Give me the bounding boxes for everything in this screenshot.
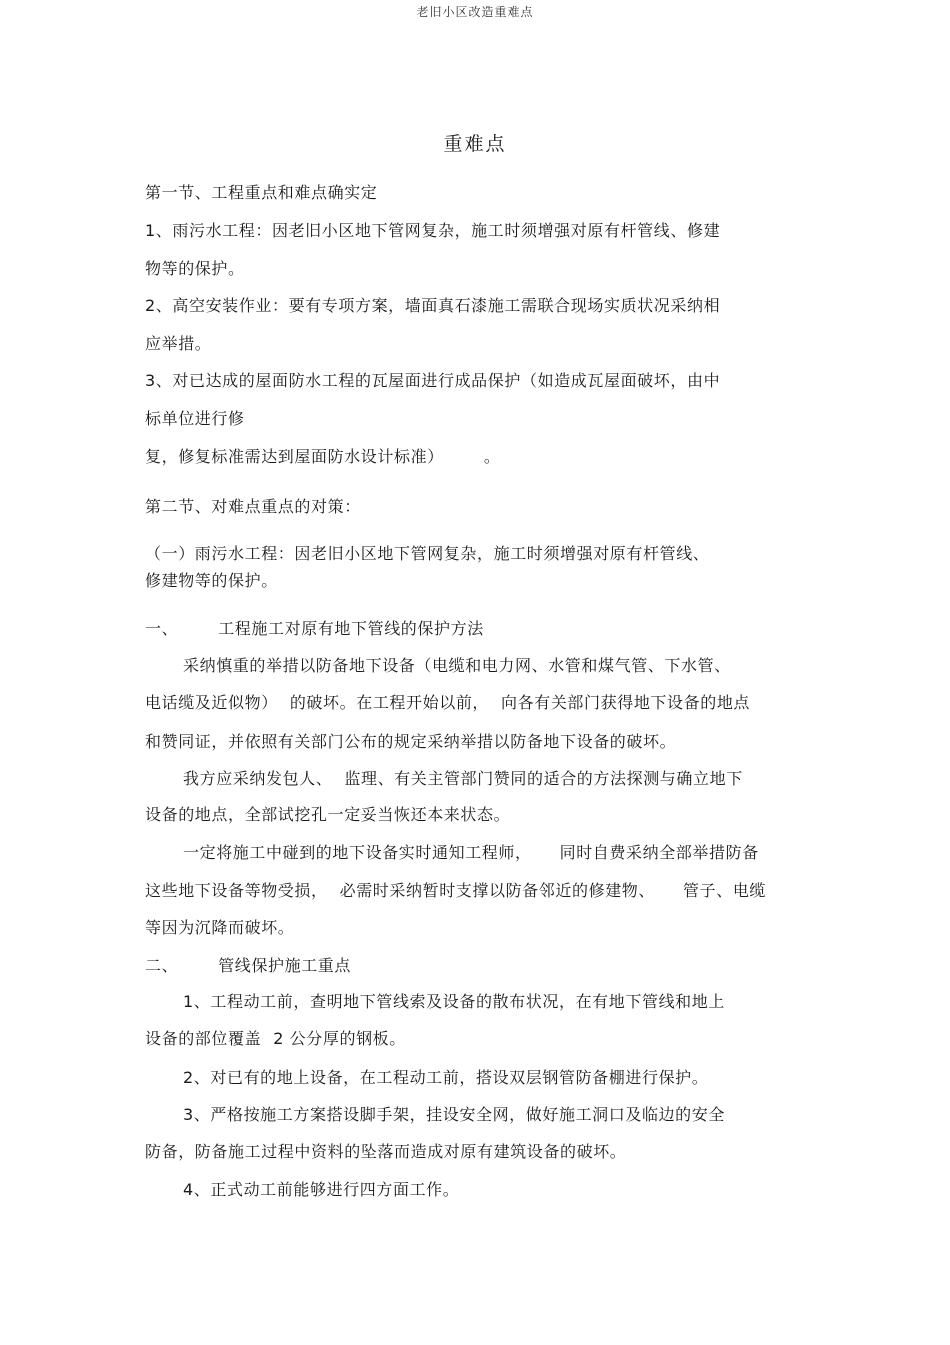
point3-line1: 3、严格按施工方案搭设脚手架，挂设安全网，做好施工洞口及临边的安全 (183, 1105, 725, 1124)
para1-line2-b: 的破坏。在工程开始以前， (289, 693, 490, 712)
para2-line1-b: 监理、有关主管部门赞同的适合的方法探测与确立地下 (344, 769, 743, 788)
para3-line2-a: 这些地下设备等物受损， (145, 881, 328, 900)
section1-item2-line1: 2、高空安装作业：要有专项方案，墙面真石漆施工需联合现场实质状况采纳相 (145, 296, 721, 315)
para3-line2-c: 管子、电缆 (683, 881, 767, 900)
point1-line1: 1、工程动工前，查明地下管线索及设备的散布状况，在有地下管线和地上 (183, 992, 725, 1011)
section1-item2-line2: 应举措。 (145, 334, 212, 353)
point2-line1: 2、对已有的地上设备，在工程动工前，搭设双层钢管防备棚进行保护。 (183, 1068, 709, 1087)
part1-title: 工程施工对原有地下管线的保护方法 (218, 619, 484, 638)
part2-title: 管线保护施工重点 (218, 956, 352, 975)
part1-heading (145, 618, 484, 640)
para3-line2 (145, 880, 766, 902)
section1-item1-line2: 物等的保护。 (145, 259, 245, 278)
para3-line1-a: 一定将施工中碰到的地下设备实时通知工程师， (183, 843, 532, 862)
section1-item3-line3-text: 复，修复标准需达到屋面防水设计标准） (145, 447, 444, 466)
section1-item3-line3 (145, 446, 500, 468)
document-title: 重难点 (443, 133, 507, 155)
part1-number: 一、 (145, 619, 179, 638)
point1-line2-a: 设备的部位覆盖 (145, 1029, 262, 1048)
para3-line1 (183, 842, 759, 864)
para2-line1 (183, 768, 743, 790)
point4-line1: 4、正式动工前能够进行四方面工作。 (183, 1180, 460, 1199)
para2-line1-a: 我方应采纳发包人、 (183, 769, 333, 788)
section2-sub1-line1: （一）雨污水工程：因老旧小区地下管网复杂，施工时须增强对原有杆管线、 (145, 544, 710, 563)
para2-line2: 设备的地点，全部试挖孔一定妥当恢还本来状态。 (145, 805, 511, 824)
part2-heading (145, 955, 351, 977)
para1-line1: 采纳慎重的举措以防备地下设备（电缆和电力网、水管和煤气管、下水管、 (183, 656, 731, 675)
point3-line2: 防备，防备施工过程中资料的坠落而造成对原有建筑设备的破坏。 (145, 1142, 627, 1161)
para3-line1-b: 同时自费采纳全部举措防备 (559, 843, 759, 862)
section2-sub1-line2: 修建物等的保护。 (145, 571, 278, 590)
para1-line2-a: 电话缆及近似物） (145, 693, 278, 712)
section1-item3-line3-period: 。 (483, 447, 501, 466)
para1-line2 (145, 692, 750, 714)
section1-item1-line1: 1、雨污水工程：因老旧小区地下管网复杂，施工时须增强对原有杆管线、修建 (145, 221, 721, 240)
para3-line3: 等因为沉降而破坏。 (145, 918, 295, 937)
section1-heading: 第一节、工程重点和难点确实定 (145, 183, 378, 202)
section2-heading: 第二节、对难点重点的对策： (145, 497, 361, 516)
point1-line2 (145, 1028, 406, 1050)
section1-item3-line2: 标单位进行修 (145, 409, 245, 428)
section1-item3-line1: 3、对已达成的屋面防水工程的瓦屋面进行成品保护（如造成瓦屋面破坏，由中 (145, 371, 721, 390)
running-header: 老旧小区改造重难点 (416, 5, 534, 19)
para3-line2-b: 必需时采纳暂时支撑以防备邻近的修建物、 (339, 881, 656, 900)
para1-line3: 和赞同证，并依照有关部门公布的规定采纳举措以防备地下设备的破坏。 (145, 732, 677, 751)
para1-line2-c: 向各有关部门获得地下设备的地点 (501, 693, 751, 712)
part2-number: 二、 (145, 956, 179, 975)
point1-line2-b: 2 公分厚的钢板。 (273, 1029, 406, 1048)
